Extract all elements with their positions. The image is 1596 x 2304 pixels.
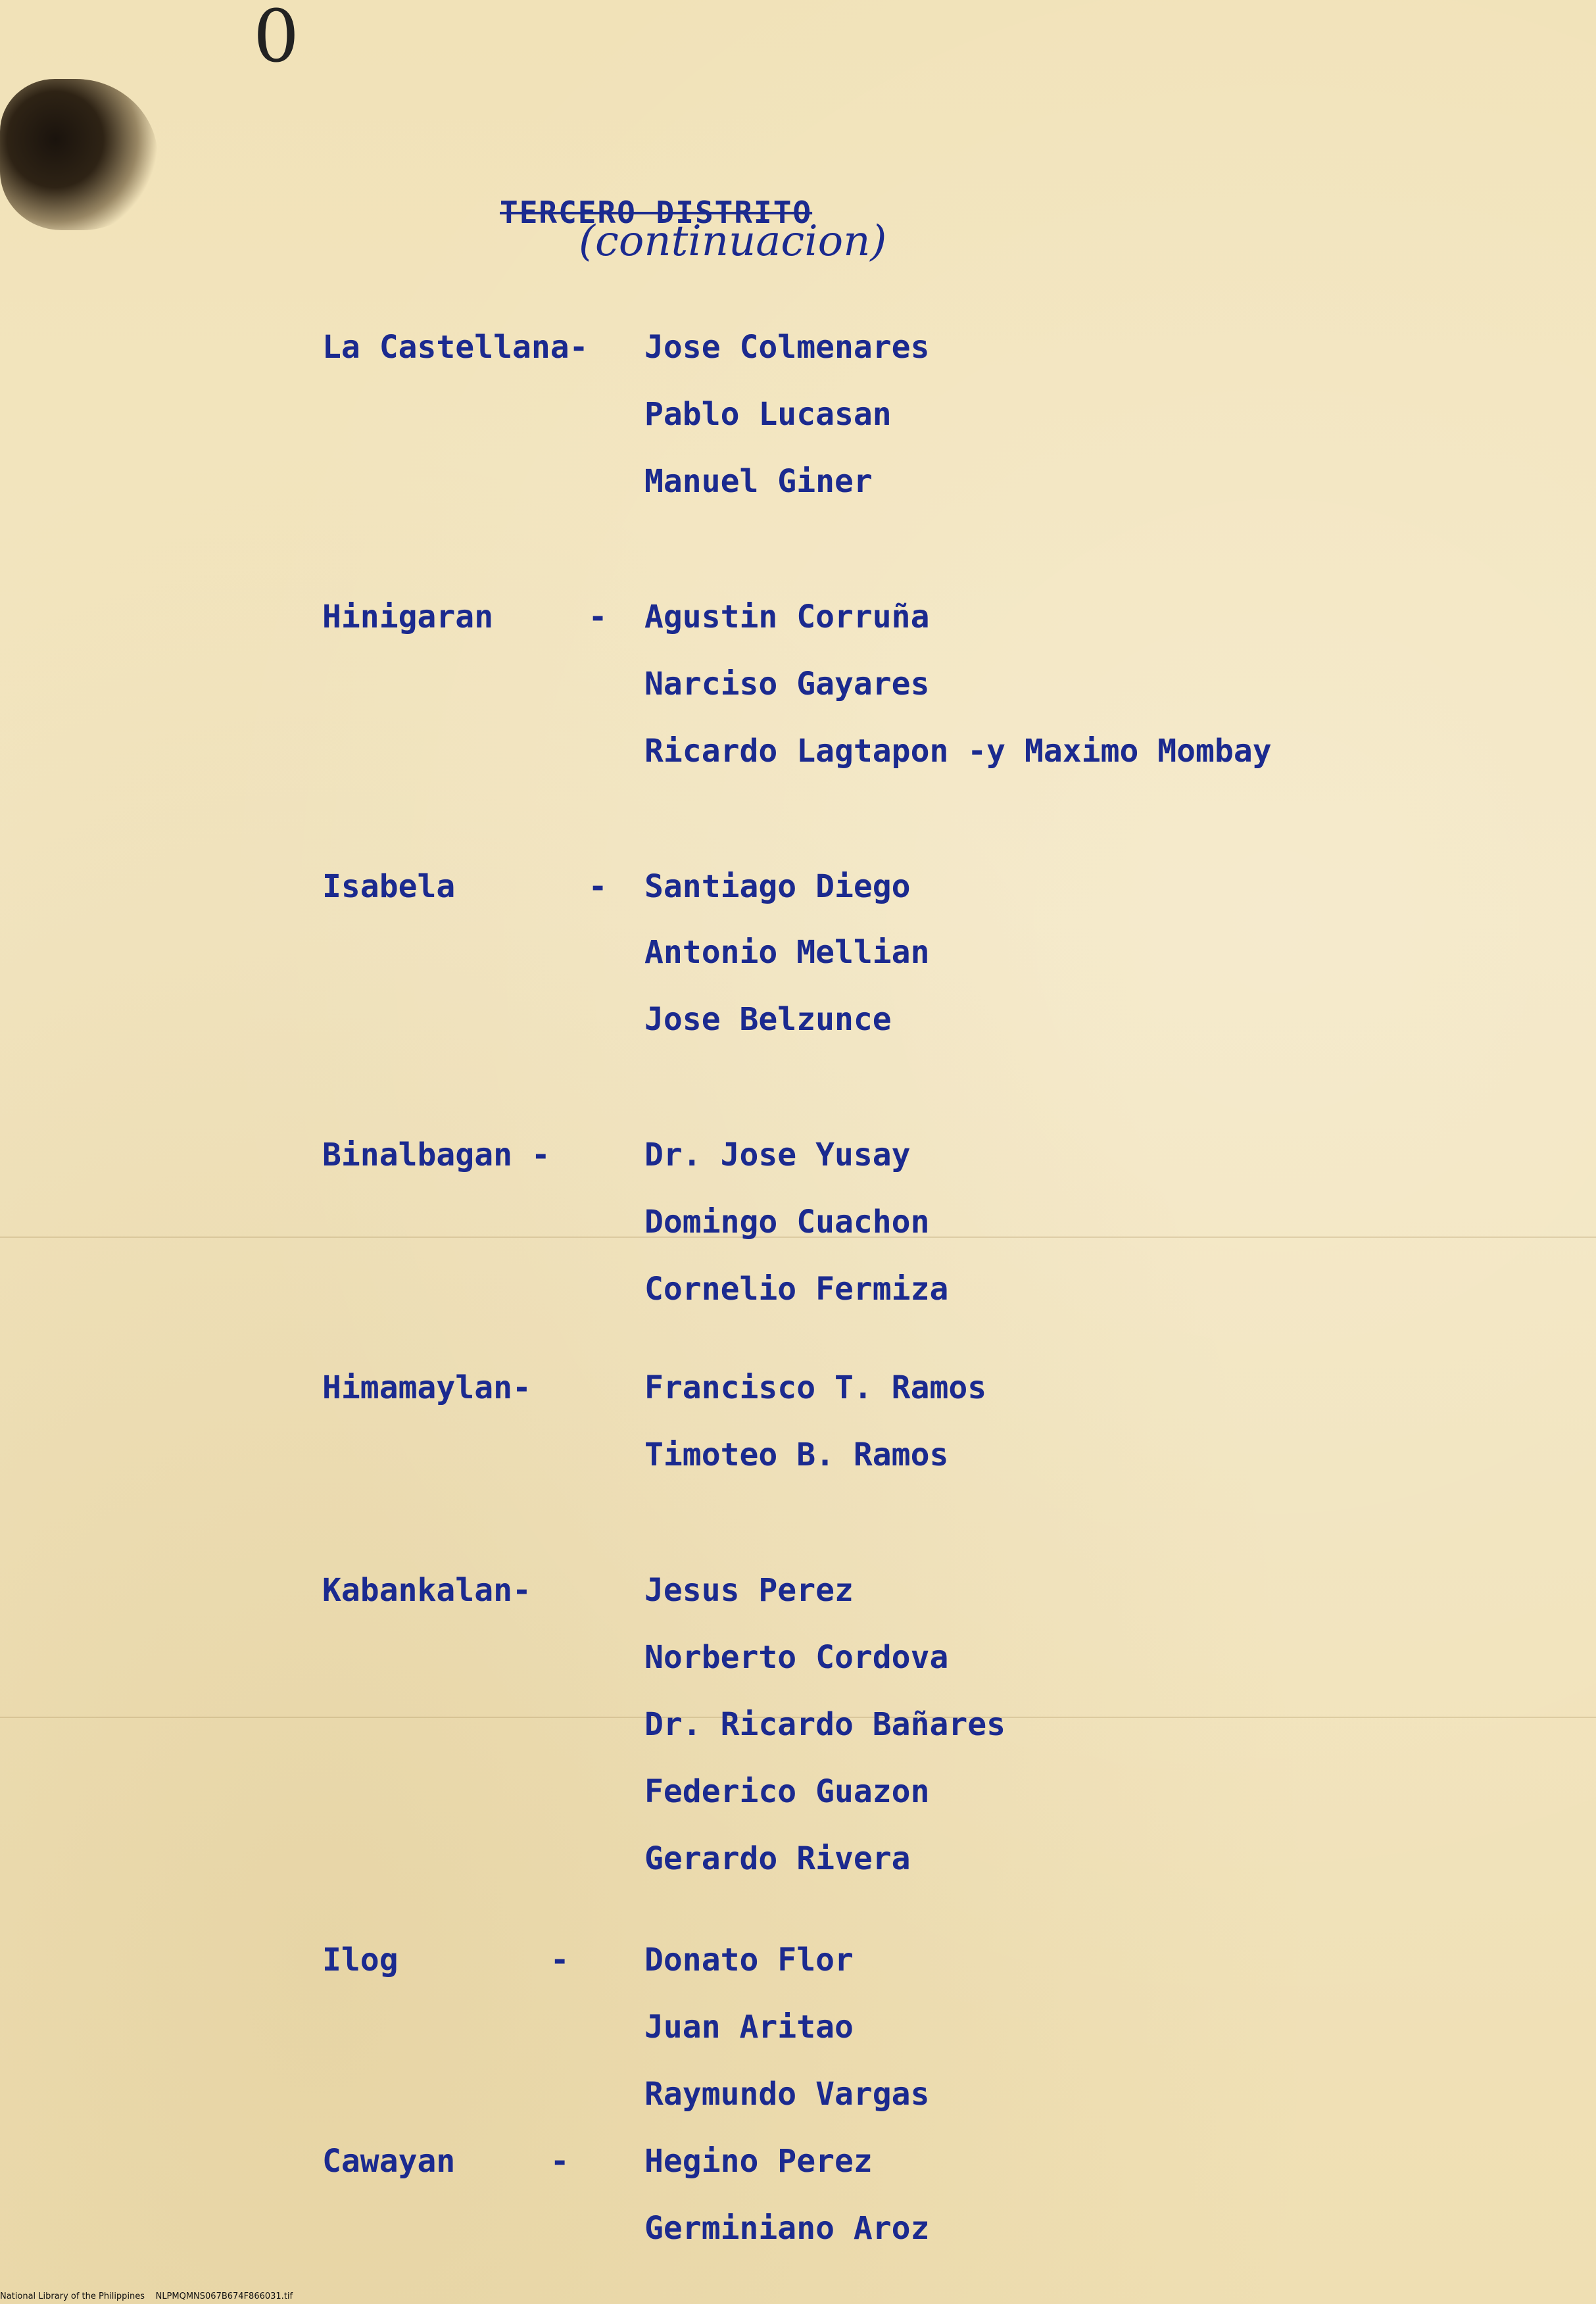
name-entry: Jose Belzunce [644,1001,892,1038]
name-entry: Hegino Perez [644,2143,873,2180]
town-label: Himamaylan- [322,1369,531,1406]
name-entry: Gerardo Rivera [644,1840,911,1877]
name-entry: Donato Flor [644,1942,854,1978]
heading-handwritten: (continuacion) [579,217,887,266]
town-label: Kabankalan- [322,1572,531,1609]
name-entry: Antonio Mellian [644,934,930,971]
name-entry: Agustin Corruña [644,599,930,635]
name-entry: Dr. Jose Yusay [644,1137,911,1173]
name-entry: Timoteo B. Ramos [644,1436,949,1473]
name-entry: Domingo Cuachon [644,1204,930,1240]
name-entry: Raymundo Vargas [644,2076,930,2113]
corner-handwritten-mark: 0 [253,0,299,78]
scan-footer: National Library of the Philippines NLPMQMNS067B674F866031.tif [0,2292,293,2301]
name-entry: Narciso Gayares [644,666,930,702]
town-label: Ilog - [322,1942,569,1978]
name-entry: Federico Guazon [644,1773,930,1810]
burn-mark [0,79,158,230]
name-entry: Santiago Diego [644,868,911,905]
town-label: Binalbagan - [322,1137,550,1173]
name-entry: Juan Aritao [644,2009,854,2046]
name-entry: Norberto Cordova [644,1639,949,1676]
name-entry: Jesus Perez [644,1572,854,1609]
heading-struck: TERCERO DISTRITO [500,195,813,230]
name-entry: Ricardo Lagtapon -y Maximo Mombay [644,733,1272,770]
name-entry: Francisco T. Ramos [644,1369,987,1406]
town-label: Cawayan - [322,2143,569,2180]
name-entry: Cornelio Fermiza [644,1271,949,1308]
town-label: La Castellana- [322,329,589,366]
name-entry: Dr. Ricardo Bañares [644,1706,1006,1743]
name-entry: Germiniano Aroz [644,2210,930,2247]
town-label: Hinigaran - [322,599,608,635]
name-entry: Pablo Lucasan [644,396,892,433]
name-entry: Manuel Giner [644,463,873,500]
town-label: Isabela - [322,868,608,905]
name-entry: Jose Colmenares [644,329,930,366]
